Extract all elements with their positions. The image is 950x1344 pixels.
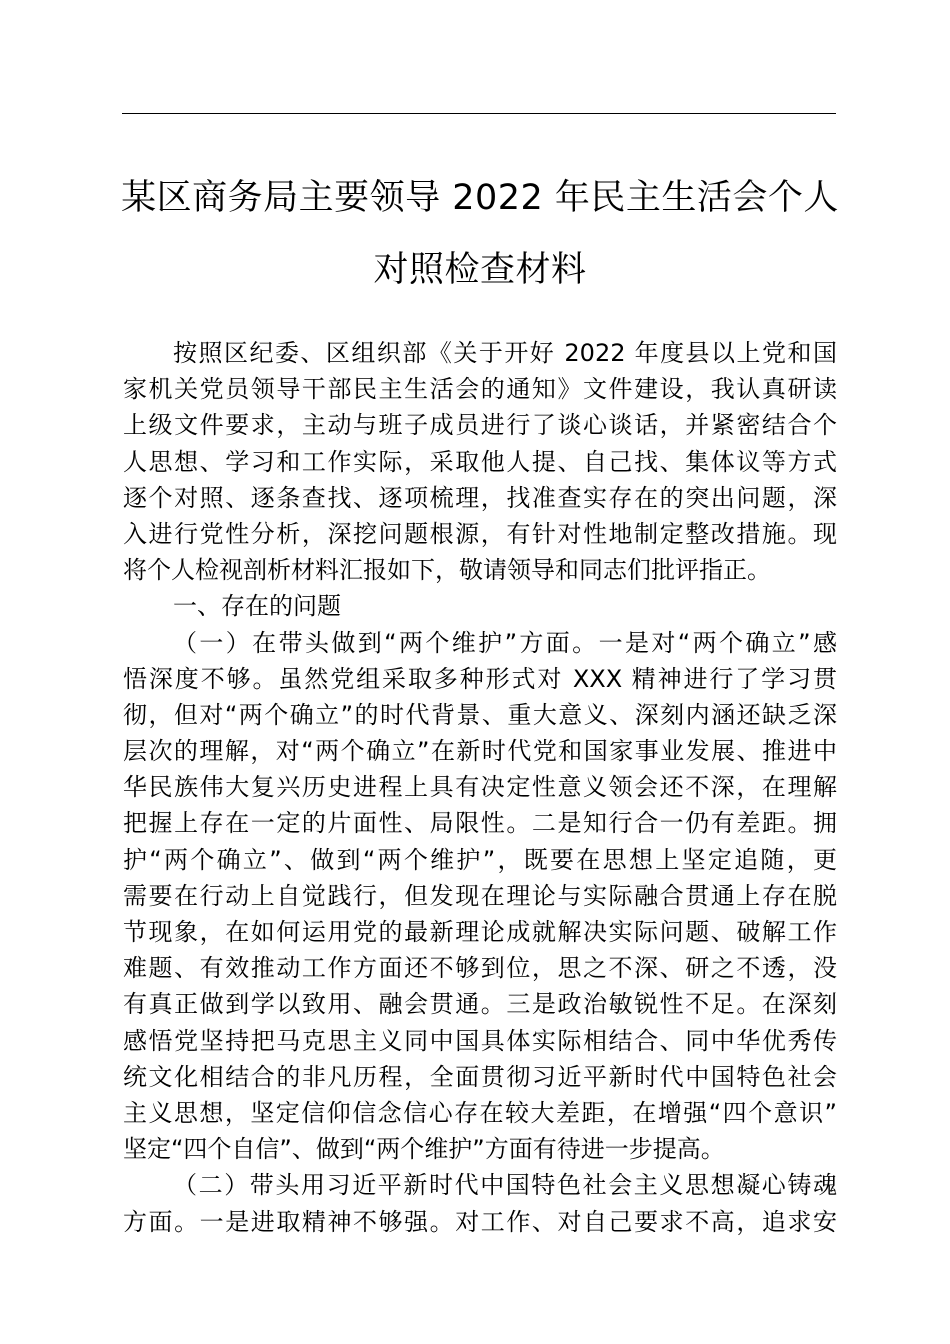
- paragraph-line: 入进行党性分析，深挖问题根源，有针对性地制定整改措施。现: [123, 519, 837, 548]
- paragraph-line: 有真正做到学以致用、融会贯通。三是政治敏锐性不足。在深刻: [123, 990, 837, 1019]
- document-title-line-1: 某区商务局主要领导 2022 年民主生活会个人: [121, 178, 839, 218]
- document-title-line-2: 对照检查材料: [373, 250, 587, 290]
- paragraph-line: 感悟党坚持把马克思主义同中国具体实际相结合、同中华优秀传: [123, 1026, 837, 1055]
- paragraph-line: 层次的理解，对“两个确立”在新时代党和国家事业发展、推进中: [123, 737, 837, 766]
- paragraph-line: 难题、有效推动工作方面还不够到位，思之不深、研之不透，没: [123, 954, 837, 983]
- paragraph-line: 方面。一是进取精神不够强。对工作、对自己要求不高，追求安: [123, 1207, 837, 1236]
- paragraph-line: 主义思想，坚定信仰信念信心存在较大差距，在增强“四个意识”: [123, 1098, 837, 1127]
- paragraph-line: （一）在带头做到“两个维护”方面。一是对“两个确立”感: [173, 628, 837, 657]
- paragraph-line: 需要在行动上自觉践行，但发现在理论与实际融合贯通上存在脱: [123, 881, 837, 910]
- section-heading: 一、存在的问题: [173, 592, 341, 621]
- paragraph-line: 统文化相结合的非凡历程，全面贯彻习近平新时代中国特色社会: [123, 1062, 837, 1091]
- paragraph-line: 家机关党员领导干部民主生活会的通知》文件建设，我认真研读: [123, 375, 837, 404]
- paragraph-line: 将个人检视剖析材料汇报如下，敬请领导和同志们批评指正。: [123, 556, 771, 585]
- paragraph-line: 节现象，在如何运用党的最新理论成就解决实际问题、破解工作: [123, 918, 837, 946]
- paragraph-line: 华民族伟大复兴历史进程上具有决定性意义领会还不深，在理解: [123, 773, 837, 802]
- document-body: [123, 335, 837, 1240]
- paragraph-line: 上级文件要求，主动与班子成员进行了谈心谈话，并紧密结合个: [123, 411, 837, 440]
- paragraph-line: 护“两个确立”、做到“两个维护”，既要在思想上坚定追随，更: [123, 845, 837, 874]
- paragraph-line: 人思想、学习和工作实际，采取他人提、自己找、集体议等方式: [123, 447, 837, 476]
- paragraph-line: 悟深度不够。虽然党组采取多种形式对 XXX 精神进行了学习贯: [123, 664, 837, 693]
- paragraph-line: 逐个对照、逐条查找、逐项梳理，找准查实存在的突出问题，深: [123, 483, 837, 512]
- header-rule: [122, 113, 836, 114]
- paragraph-line: 按照区纪委、区组织部《关于开好 2022 年度县以上党和国: [173, 339, 837, 367]
- paragraph-line: 坚定“四个自信”、做到“两个维护”方面有待进一步提高。: [123, 1135, 725, 1164]
- paragraph-line: 把握上存在一定的片面性、局限性。二是知行合一仍有差距。拥: [123, 809, 837, 838]
- paragraph-line: （二）带头用习近平新时代中国特色社会主义思想凝心铸魂: [173, 1171, 837, 1200]
- paragraph-line: 彻，但对“两个确立”的时代背景、重大意义、深刻内涵还缺乏深: [123, 700, 837, 729]
